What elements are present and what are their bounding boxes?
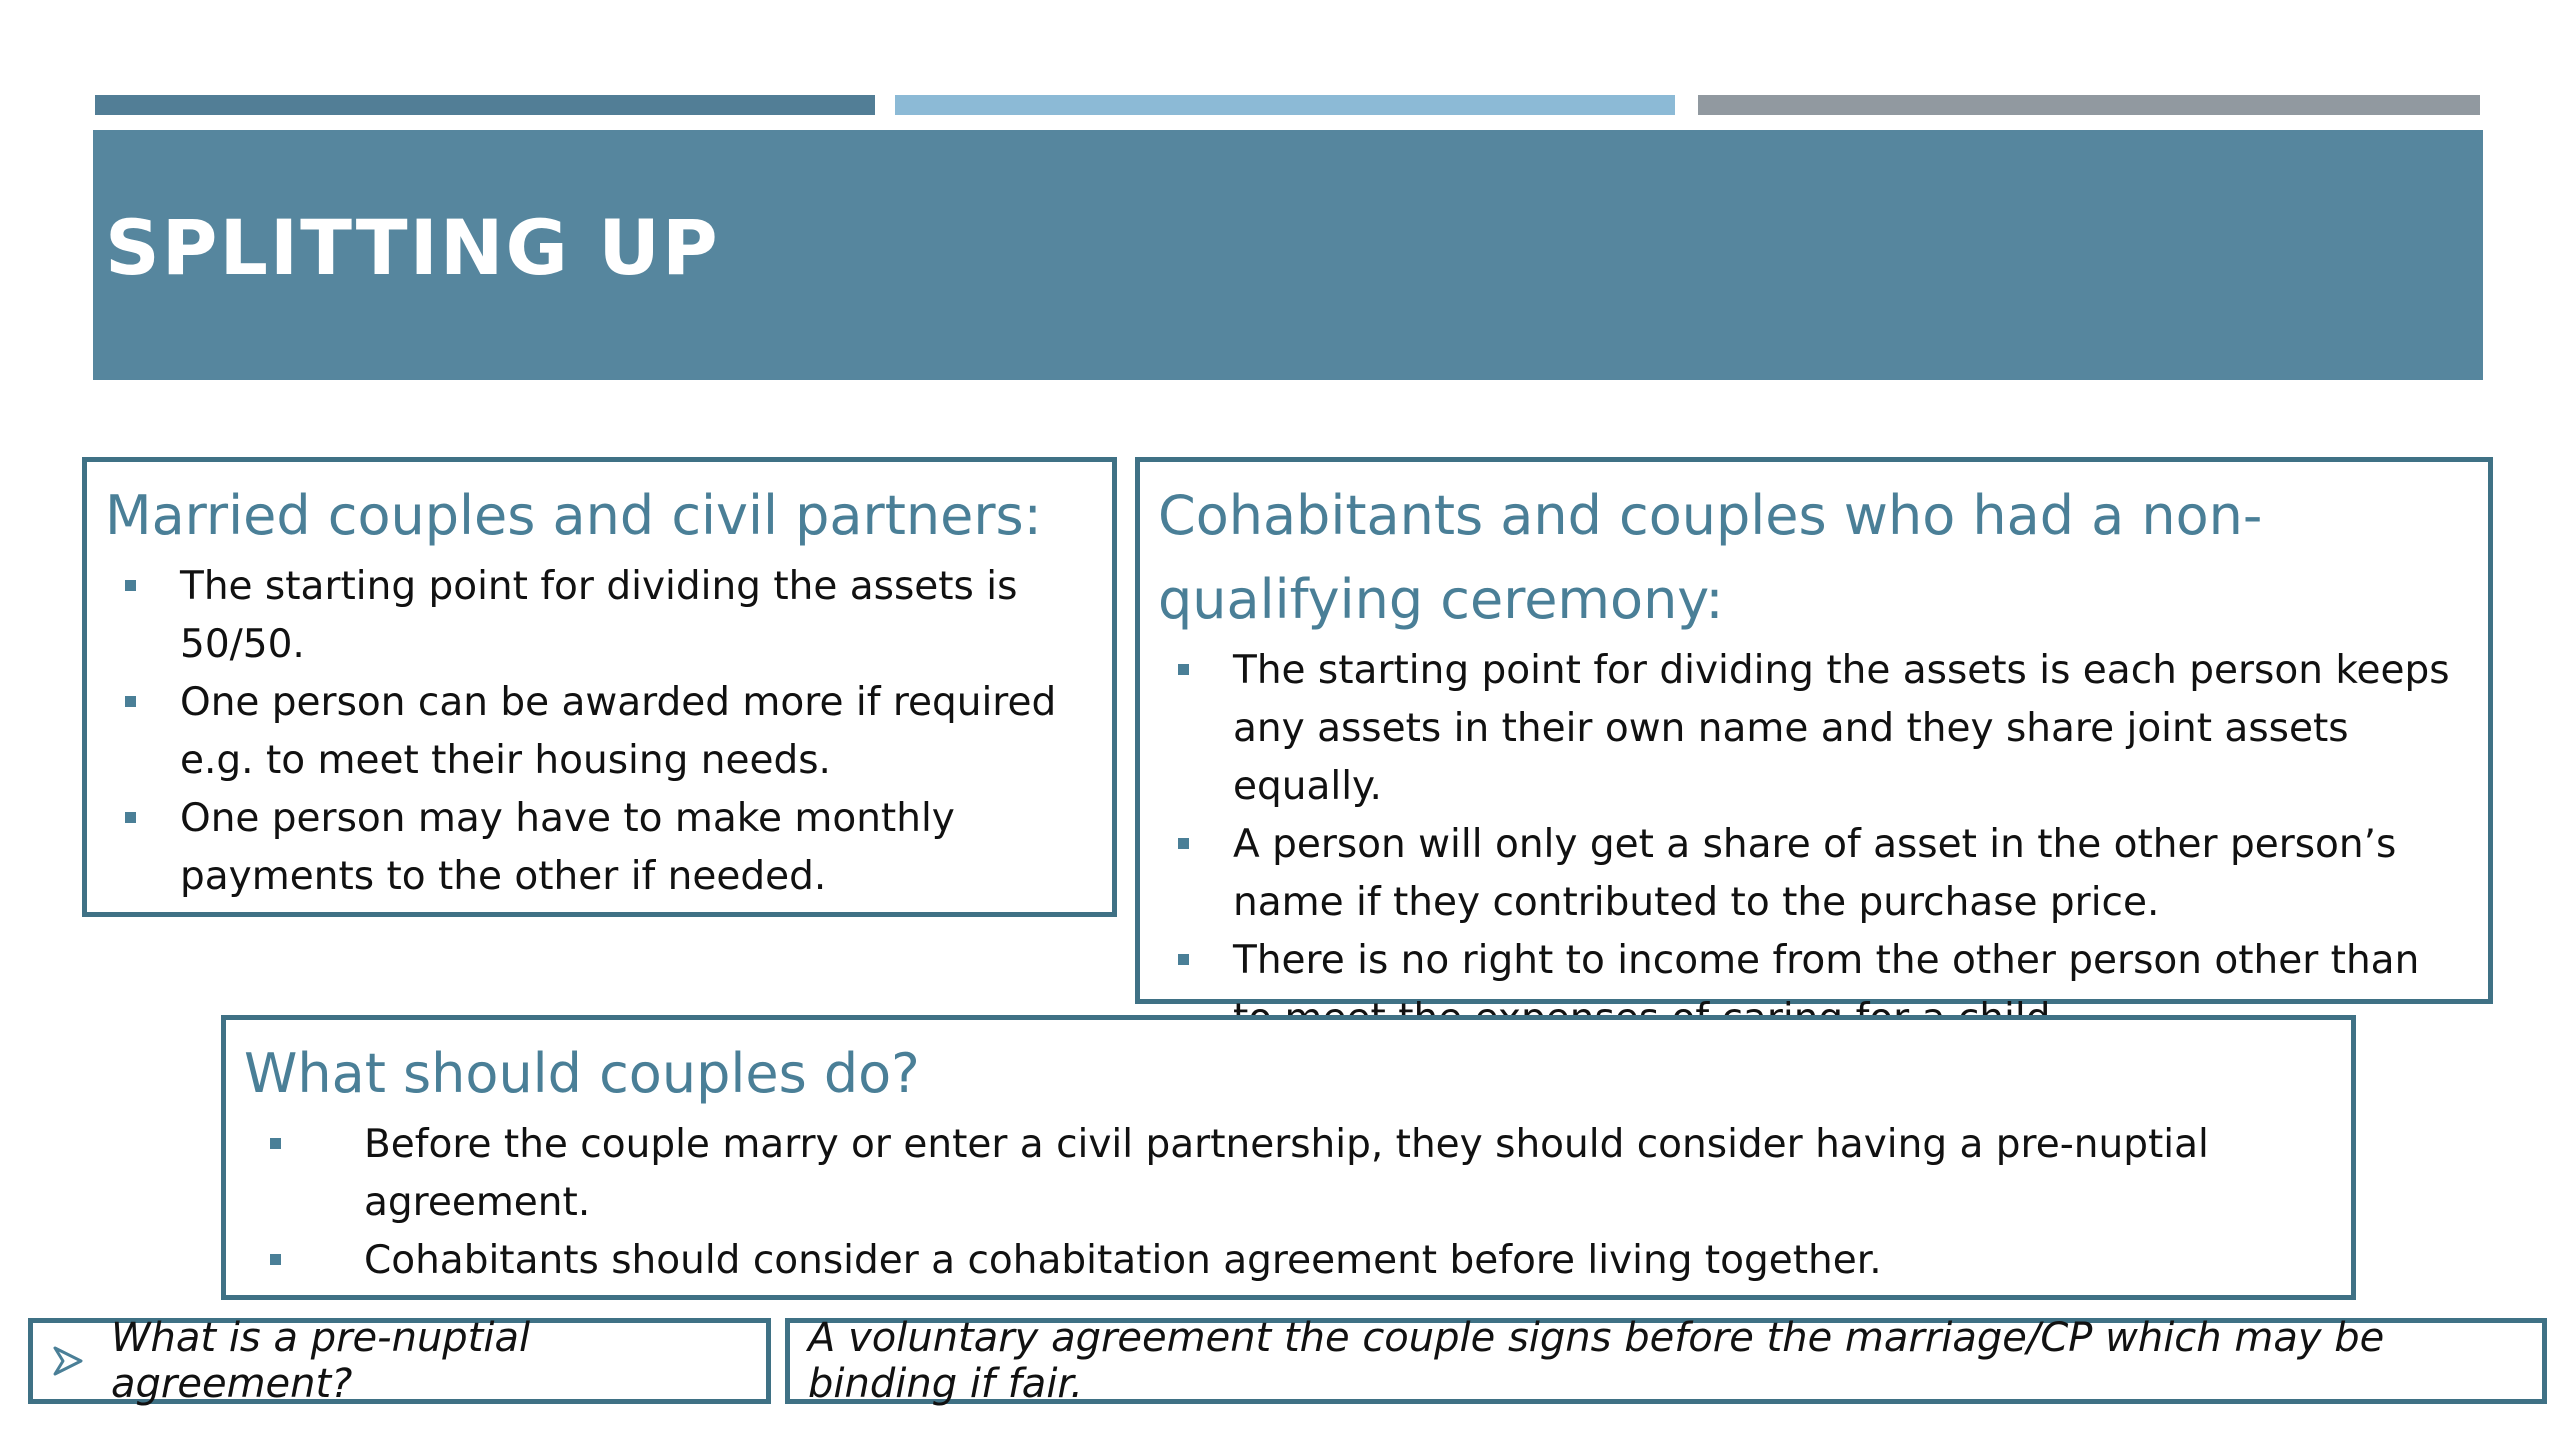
list-item: The starting point for dividing the assets is each person keeps any assets in their own name and they share joint assets equally.: [1158, 642, 2470, 816]
what-should-couples-do-box: [221, 1015, 2356, 1300]
answer-text: A voluntary agreement the couple signs before the marriage/CP which may be binding if fair.: [808, 1315, 2385, 1407]
square-bullet-icon: [125, 696, 136, 707]
list-item: Before the couple marry or enter a civil partnership, they should consider having a pre-nuptial agreement.: [244, 1116, 2333, 1232]
square-bullet-icon: [1178, 838, 1189, 849]
title-band: [93, 130, 2483, 380]
cohabitants-heading: Cohabitants and couples who had a non-qualifying ceremony:: [1158, 484, 2263, 631]
list-item: There is no right to income from the other person other than: [1158, 932, 2470, 1048]
list-item: The starting point for dividing the assets is 50/50.: [105, 558, 1094, 674]
question-box: [28, 1315, 771, 1407]
square-bullet-icon: [270, 1254, 281, 1265]
married-bullet-list: [105, 558, 1094, 906]
accent-bar-dark: [95, 95, 875, 115]
married-heading: Married couples and civil partners:: [105, 484, 1042, 547]
should-do-heading: What should couples do?: [244, 1042, 920, 1105]
accent-bar-light: [895, 95, 1675, 115]
cohabitants-box: [1135, 457, 2493, 1004]
list-item: Cohabitants should consider a cohabitation agreement before living together.: [244, 1232, 2333, 1290]
married-couples-box: [82, 457, 1117, 917]
square-bullet-icon: [1178, 664, 1189, 675]
arrow-bullet-icon: [51, 1344, 85, 1378]
list-item: A person will only get a share of asset in the other person’s name if they contributed to the purchase price.: [1158, 816, 2470, 932]
list-item: One person may have to make monthly payments to the other if needed.: [105, 790, 1094, 906]
square-bullet-icon: [1178, 954, 1189, 965]
question-text: What is a pre-nuptial agreement?: [111, 1315, 531, 1407]
slide-title: SPLITTING UP: [105, 203, 720, 292]
should-do-bullet-list: [244, 1116, 2333, 1290]
square-bullet-icon: [125, 580, 136, 591]
answer-box: [785, 1315, 2547, 1407]
accent-bar-gray: [1698, 95, 2480, 115]
square-bullet-icon: [270, 1138, 281, 1149]
cohabitants-bullet-list: [1158, 642, 2470, 1048]
square-bullet-icon: [125, 812, 136, 823]
list-item: One person can be awarded more if required e.g. to meet their housing needs.: [105, 674, 1094, 790]
